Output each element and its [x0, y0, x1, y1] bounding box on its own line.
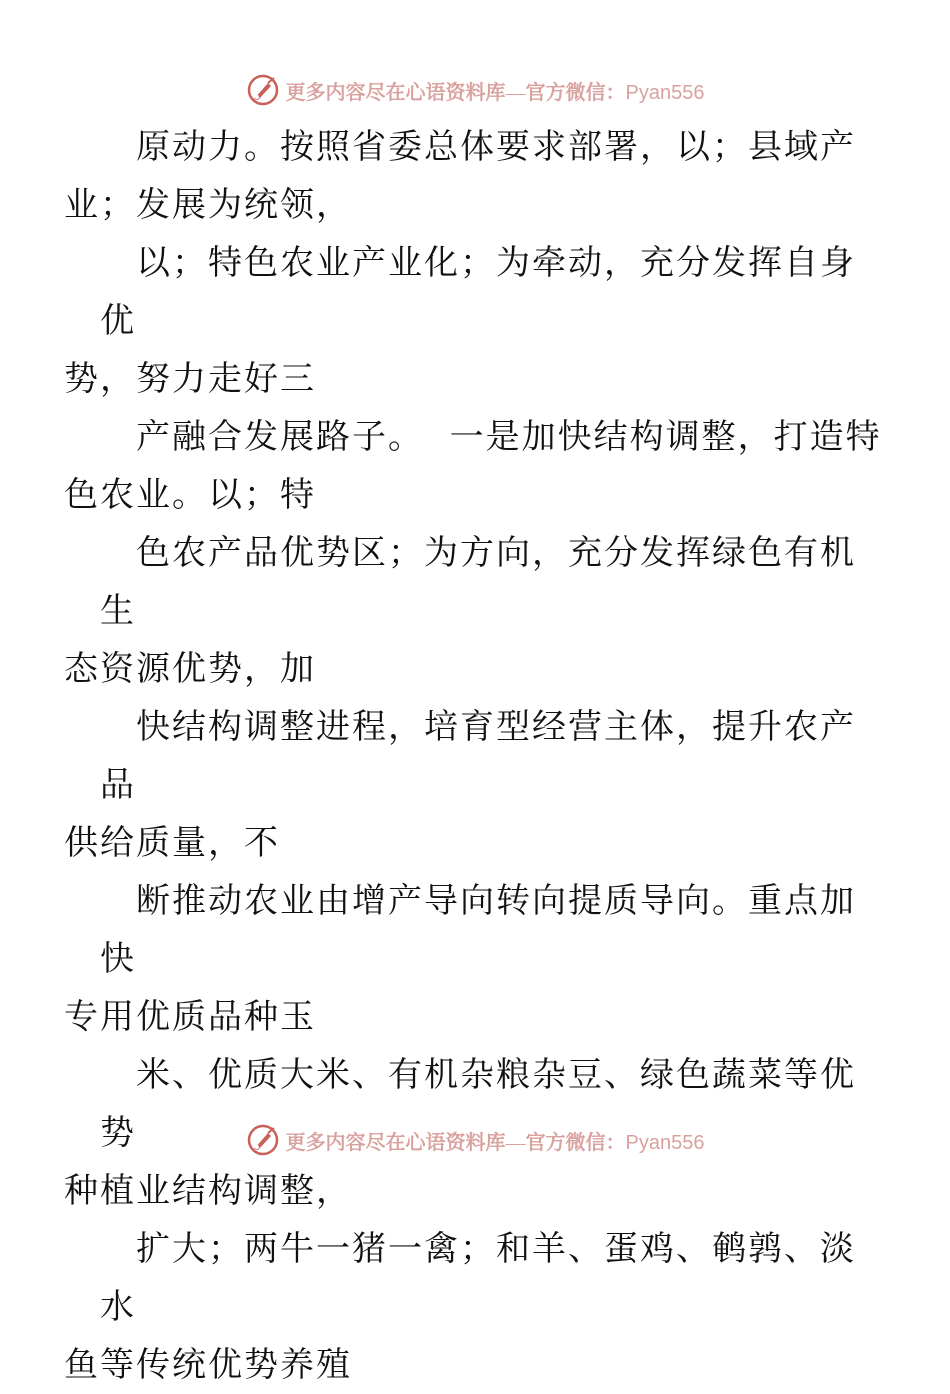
footer-watermark-text — [286, 1126, 705, 1155]
document-body — [64, 118, 882, 1394]
paragraph-line: 专用优质品种玉 — [64, 997, 316, 1037]
paragraph — [64, 408, 882, 524]
header-brand: 更多内容尽在心语资料库 — [285, 81, 506, 104]
header-watermark-text — [286, 76, 705, 105]
paragraph-line: 断推动农业由增产导向转向提质导向。重点加快 — [100, 881, 856, 979]
footer-official: 官方微信： — [525, 1131, 626, 1154]
paragraph-line: 鱼等传统优势养殖 — [64, 1345, 352, 1385]
footer-watermark — [0, 1120, 950, 1160]
paragraph-line: 业；发展为统领， — [64, 185, 352, 225]
paragraph-line: 以；特色农业产业化；为牵动，充分发挥自身优 — [100, 243, 856, 341]
paragraph — [64, 234, 860, 408]
paragraph-line: 米、优质大米、有机杂粮杂豆、绿色蔬菜等优势 — [100, 1055, 856, 1153]
header-wechat-id: Pyan556 — [625, 81, 705, 104]
paragraph — [64, 1220, 860, 1394]
quill-logo-icon — [246, 1123, 280, 1157]
header-dash: — — [505, 81, 526, 104]
paragraph-line: 势，努力走好三 — [64, 359, 316, 399]
paragraph-line: 扩大；两牛一猪一禽；和羊、蛋鸡、鹌鹑、淡水 — [100, 1229, 856, 1327]
paragraph-line: 原动力。按照省委总体要求部署，以；县域产 — [136, 127, 856, 167]
paragraph-line: 种植业结构调整， — [64, 1171, 352, 1211]
paragraph — [64, 872, 860, 1046]
paragraph-line: 态资源优势，加 — [64, 649, 316, 689]
paragraph — [64, 524, 860, 698]
paragraph-line: 快结构调整进程，培育型经营主体，提升农产品 — [100, 707, 856, 805]
header-official: 官方微信： — [525, 81, 626, 104]
header-watermark — [0, 70, 950, 110]
paragraph-line: 供给质量，不 — [64, 823, 280, 863]
quill-logo-icon — [246, 73, 280, 107]
footer-dash: — — [505, 1131, 526, 1154]
paragraph-line: 产融合发展路子。 一是加快结构调整，打造特 — [136, 417, 882, 457]
footer-brand: 更多内容尽在心语资料库 — [285, 1131, 506, 1154]
paragraph — [64, 698, 860, 872]
paragraph-line: 色农业。以；特 — [64, 475, 316, 515]
paragraph-line: 色农产品优势区；为方向，充分发挥绿色有机生 — [100, 533, 856, 631]
footer-wechat-id: Pyan556 — [625, 1131, 705, 1154]
paragraph — [64, 118, 860, 234]
